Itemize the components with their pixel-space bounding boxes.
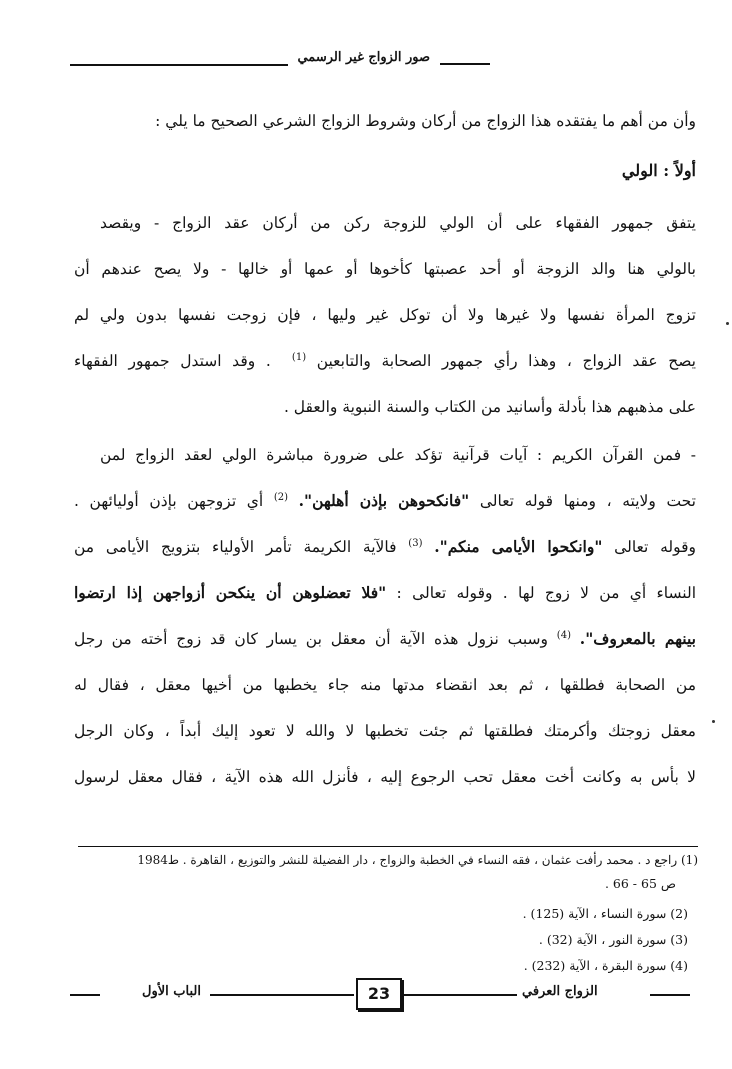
quran-quote-3: "فلا تعضلوهن أن ينكحن أزواجهن إذا ارتضوا xyxy=(74,583,387,602)
para2-line8: لا بأس به وكانت أخت معقل تحب الرجوع إليه ، فأنزل الله هذه الآية ، فقال معقل لرسول xyxy=(74,768,696,786)
para1-line4-text: يصح عقد الزواج ، وهذا رأي جمهور الصحابة والتابعين xyxy=(316,352,696,370)
header-title: صور الزواج غير الرسمي xyxy=(297,50,430,65)
footer-rule-left xyxy=(70,994,100,996)
footer-rule-mid-left xyxy=(210,994,354,996)
intro-line: وأن من أهم ما يفتقده هذا الزواج من أركان وشروط الزواج الشرعي الصحيح ما يلي : xyxy=(155,112,696,130)
footnote-ref-4: (4) xyxy=(556,629,571,641)
para1-line4-cont: وقد استدل جمهور الفقهاء xyxy=(74,352,256,370)
para2-line5: بينهم بالمعروف". $^{(4)}$ وسبب نزول هذه الآية أن معقل بن يسار كان قد زوج أخته من رجل xyxy=(74,629,696,648)
footer-rule-right xyxy=(650,994,690,996)
main-text xyxy=(74,106,696,836)
para1-line5: على مذهبهم هذا بأدلة وأسانيد من الكتاب والسنة النبوية والعقل . xyxy=(283,398,696,416)
section-heading: أولاً : الولي xyxy=(621,161,696,180)
header-rule xyxy=(70,64,288,66)
para1-line1: يتفق جمهور الفقهاء على أن الولي للزوجة ركن من أركان عقد الزواج - ويقصد xyxy=(100,214,696,232)
para2-line1: - فمن القرآن الكريم : آيات قرآنية تؤكد على ضرورة مباشرة الولي لعقد الزواج لمن xyxy=(100,446,696,464)
footnote-1: (1) راجع د . محمد رأفت عثمان ، فقه النساء في الخطبة والزواج ، دار الفضيلة للنشر والتوزيع ، القاهرة . ط1984 xyxy=(137,853,698,867)
running-header xyxy=(70,48,690,70)
header-dash xyxy=(440,63,490,65)
footnote-2: (2) سورة النساء ، الآية (125) . xyxy=(522,906,688,921)
para2-line7: معقل زوجتك وأكرمتك فطلقتها ثم جئت تخطبها لا والله لا تعود إليك أبداً ، وكان الرجل xyxy=(74,722,696,740)
quran-quote-2: "وانكحوا الأيامى منكم". xyxy=(434,537,603,556)
footnotes xyxy=(78,850,698,973)
footnote-ref-3: (3) xyxy=(408,537,423,549)
scan-speck xyxy=(726,322,729,325)
footnote-ref-1: (1) xyxy=(291,351,307,363)
footnote-ref-2: (2) xyxy=(273,491,288,503)
footnote-separator xyxy=(78,846,698,847)
para2-line2: تحت ولايته ، ومنها قوله تعالى "فانكحوهن بإذن أهلهن". $^{(2)}$ أي تزوجهن بإذن أوليائهن . xyxy=(74,491,696,510)
para1-line4: يصح عقد الزواج ، وهذا رأي جمهور الصحابة والتابعين $^{(1)}$ . وقد استدل جمهور الفقهاء xyxy=(74,351,696,370)
footnote-3: (3) سورة النور ، الآية (32) . xyxy=(538,932,688,947)
quran-quote-1: "فانكحوهن بإذن أهلهن". xyxy=(298,491,470,510)
quran-quote-3-end: بينهم بالمعروف". xyxy=(579,629,696,648)
scan-speck xyxy=(712,720,715,723)
page-number: 23 xyxy=(356,978,402,1010)
para2-line6: من الصحابة فطلقها ، ثم بعد انقضاء مدتها منه جاء يخطبها من أخيها معقل ، فقال له xyxy=(74,676,696,694)
footer-rule-mid-right xyxy=(402,994,517,996)
footnote-4: (4) سورة البقرة ، الآية (232) . xyxy=(523,958,688,973)
para2-line3: وقوله تعالى "وانكحوا الأيامى منكم". $^{(3)}$ فالآية الكريمة تأمر الأولياء بتزويج الأيامى من xyxy=(74,537,696,556)
footer-book-title: الزواج العرفي xyxy=(522,984,598,999)
running-footer xyxy=(60,978,700,1012)
para1-line3: تزوج المرأة نفسها ولا غيرها ولا أن توكل غير وليها ، فإن زوجت نفسها بدون ولي لم xyxy=(74,306,696,324)
footnote-1-pages: ص 65 - 66 . xyxy=(604,876,676,891)
para1-line2: بالولي هنا والد الزوجة أو أحد عصبتها كأخوها أو عمها أو خالها - ولا يصح عندهم أن xyxy=(74,260,696,278)
footer-chapter: الباب الأول xyxy=(142,984,201,999)
para2-line4: النساء أي من لا زوج لها . وقوله تعالى : "فلا تعضلوهن أن ينكحن أزواجهن إذا ارتضوا xyxy=(74,583,696,602)
